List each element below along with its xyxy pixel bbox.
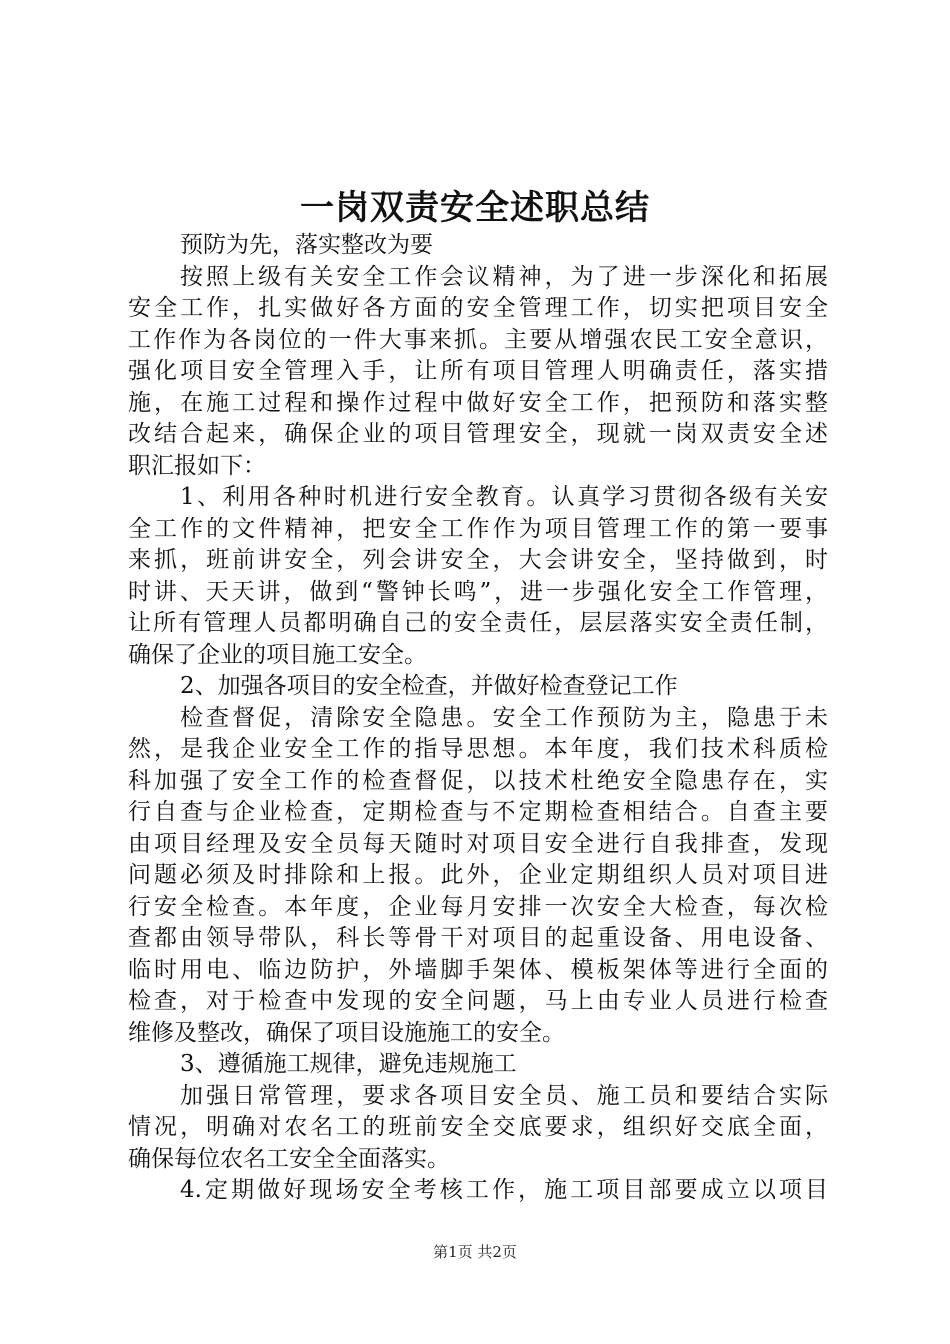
text-line: 职汇报如下：	[128, 452, 266, 479]
page-footer: 第1页 共2页	[433, 1243, 517, 1261]
text-line: 行自查与企业检查，定期检查与不定期检查相结合。自查主要	[128, 799, 828, 825]
text-line: 按照上级有关安全工作会议精神，为了进一步深化和拓展	[180, 263, 828, 290]
text-line: 临时用电、临边防护，外墙脚手架体、模板架体等进行全面的	[128, 956, 828, 983]
document-body	[128, 230, 828, 1207]
text-line: 让所有管理人员都明确自己的安全责任，层层落实安全责任制，	[128, 610, 828, 636]
text-line: 施，在施工过程和操作过程中做好安全工作，把预防和落实整	[128, 389, 828, 416]
text-line: 科加强了安全工作的检查督促，以技术杜绝安全隐患存在，实	[128, 767, 828, 794]
text-line: 1、利用各种时机进行安全教育。认真学习贯彻各级有关安	[180, 484, 828, 510]
text-line: 检查督促，清除安全隐患。安全工作预防为主，隐患于未	[180, 704, 828, 731]
document-title: 一岗双责安全述职总结	[300, 188, 650, 228]
text-line: 查都由领导带队，科长等骨干对项目的起重设备、用电设备、	[128, 925, 828, 951]
text-line: 全工作的文件精神，把安全工作作为项目管理工作的第一要事	[128, 515, 828, 542]
text-line: 行安全检查。本年度，企业每月安排一次安全大检查，每次检	[128, 893, 828, 920]
text-line: 4.定期做好现场安全考核工作，施工项目部要成立以项目	[180, 1177, 828, 1203]
text-line: 情况，明确对农名工的班前安全交底要求，组织好交底全面，	[128, 1114, 828, 1140]
text-line: 工作作为各岗位的一件大事来抓。主要从增强农民工安全意识，	[128, 326, 828, 353]
text-line: 检查，对于检查中发现的安全问题，马上由专业人员进行检查	[128, 988, 828, 1014]
text-line: 改结合起来，确保企业的项目管理安全，现就一岗双责安全述	[128, 421, 828, 447]
text-line: 由项目经理及安全员每天随时对项目安全进行自我排查，发现	[128, 830, 828, 857]
text-line: 时讲、天天讲，做到“警钟长鸣”，进一步强化安全工作管理，	[128, 578, 828, 605]
text-line: 2、加强各项目的安全检查，并做好检查登记工作	[180, 673, 678, 699]
text-line: 加强日常管理，要求各项目安全员、施工员和要结合实际	[180, 1082, 828, 1109]
text-line: 维修及整改，确保了项目设施施工的安全。	[128, 1019, 565, 1046]
text-line: 来抓，班前讲安全，列会讲安全，大会讲安全，坚持做到，时	[128, 547, 828, 573]
text-line: 安全工作，扎实做好各方面的安全管理工作，切实把项目安全	[128, 295, 828, 321]
text-line: 确保每位农名工安全全面落实。	[128, 1145, 450, 1172]
text-line: 强化项目安全管理入手，让所有项目管理人明确责任，落实措	[128, 358, 828, 384]
text-line: 3、遵循施工规律，避免违规施工	[180, 1051, 517, 1077]
text-line: 确保了企业的项目施工安全。	[128, 641, 427, 668]
text-line: 然，是我企业安全工作的指导思想。本年度，我们技术科质检	[128, 736, 828, 762]
text-line: 问题必须及时排除和上报。此外，企业定期组织人员对项目进	[128, 862, 828, 888]
text-line: 预防为先，落实整改为要	[180, 232, 433, 258]
